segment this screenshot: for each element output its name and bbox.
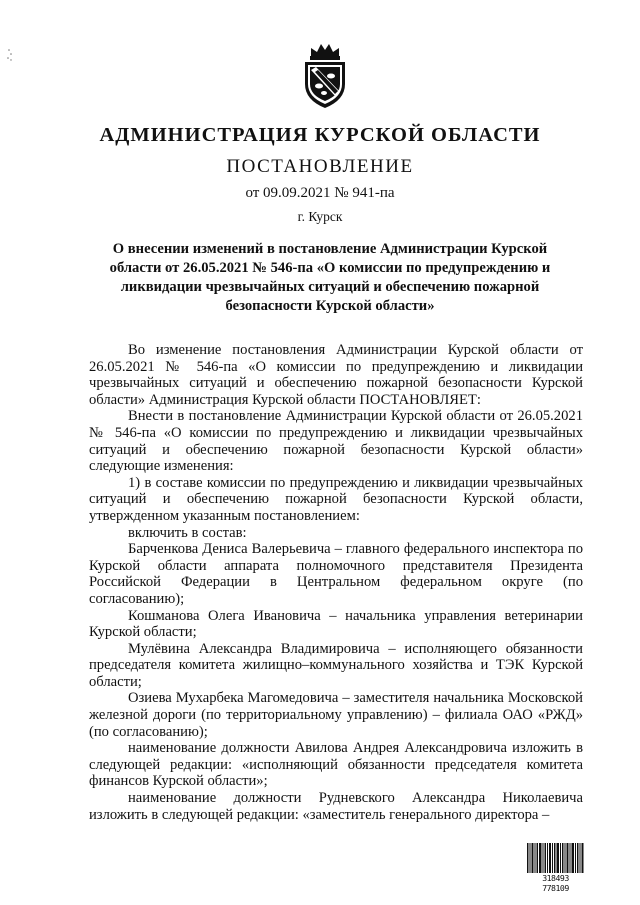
document-title: О внесении изменений в постановление Администрации Курской области от 26.05.2021 № 546-па «О комиссии по предупреждению и ликвидации чрезвычайных ситуаций и обеспечению пожарной безопасности Курской области» [109,241,551,314]
paragraph: Мулёвина Александра Владимировича – исполняющего обязанности председателя комитета жилищно–коммунального хозяйства и ТЭК Курской области; [89,640,583,690]
paragraph: Барченкова Дениса Валерьевича – главного федерального инспектора по Курской области аппарата полномочного представителя Президента Российской Федерации в Центральном федеральном округе (по согласованию); [89,541,583,607]
paragraph: Кошманова Олега Ивановича – начальника управления ветеринарии Курской области; [89,607,583,641]
city: г. Курск [297,209,343,224]
document-type: ПОСТАНОВЛЕНИЕ [226,156,414,177]
paragraph: Внести в постановление Администрации Курской области от 26.05.2021 № 546-па «О комиссии по предупреждению и ликвидации чрезвычайных ситуаций и обеспечению пожарной безопасности Курской области» следующие изменения: [89,408,583,475]
kursk-coat-of-arms-icon [297,40,353,110]
paragraph: наименование должности Авилова Андрея Александровича изложить в следующей редакции: «исполняющий обязанности председателя комитета финансов Курской области»; [89,740,583,790]
margin-mark-icon [6,48,14,62]
organization-name: АДМИНИСТРАЦИЯ КУРСКОЙ ОБЛАСТИ [99,124,541,146]
paragraph: 1) в составе комиссии по предупреждению и ликвидации чрезвычайных ситуаций и обеспечению пожарной безопасности Курской области, утвержденном указанным постановлением: [89,474,583,524]
paragraph: Озиева Мухарбека Магомедовича – заместителя начальника Московской железной дороги (по территориальному управлению) – филиала ОАО «РЖД» (по согласованию); [89,690,583,740]
document-body [89,342,583,823]
paragraph: Во изменение постановления Администрации Курской области от 26.05.2021 № 546-па «О комиссии по предупреждению и ликвидации чрезвычайных ситуаций и обеспечению пожарной безопасности Курской области» Администрация Курской области ПОСТАНОВЛЯЕТ: [89,342,583,408]
date-and-number: от 09.09.2021 № 941-па [245,185,395,201]
barcode [527,843,584,893]
barcode-number: 318493 778109 [527,873,584,893]
paragraph: включить в состав: [128,524,247,541]
paragraph: наименование должности Рудневского Александра Николаевича изложить в следующей редакции: «заместитель генерального директора – [89,790,583,823]
